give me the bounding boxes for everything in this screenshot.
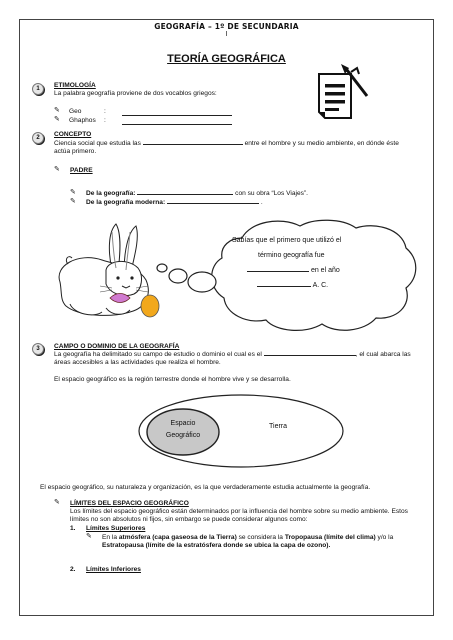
padre-item-1-blank (137, 194, 233, 195)
etimologia-text: La palabra geografía proviene de dos vocablos griegos: (54, 90, 217, 97)
pencil-bullet-icon: ✎ (54, 116, 60, 123)
thought-bubble (150, 218, 420, 336)
section-heading-concepto: CONCEPTO (54, 131, 92, 138)
section-number-3: 3 (32, 343, 44, 355)
limits-heading: LÍMITES DEL ESPACIO GEOGRÁFICO (70, 500, 189, 507)
superiores-line2: Estratopausa (límite de la estratósfera donde se ubica la capa de ozono). (102, 542, 331, 549)
campo-text-b: , el cual abarca las (355, 351, 411, 358)
diagram-inner-label-2: Geográfico (165, 432, 201, 439)
ghaphos-colon: : (104, 117, 106, 124)
superiores-text-a: En la (102, 534, 118, 541)
concepto-text-b: entre el hombre y su medio ambiente, en dónde éste (244, 140, 399, 147)
campo-text-line4: El espacio geográfico, su naturaleza y organización, es la que verdaderamente estudia actualmente la geografía. (40, 484, 371, 491)
campo-text-line2: áreas accesibles a las actividades que realiza el hombre. (54, 359, 221, 366)
section-number-1: 1 (32, 83, 44, 95)
document-pen-icon (311, 62, 371, 124)
page-title: TEORÍA GEOGRÁFICA (167, 53, 286, 65)
pencil-bullet-icon: ✎ (70, 198, 76, 205)
limits-text-line2: límites no son absolutos ni fijos, sin embargo se puede considerar algunos como: (70, 516, 308, 523)
pencil-bullet-icon: ✎ (54, 107, 60, 114)
campo-text-line1 (54, 351, 411, 359)
bubble-line-3-text: en el año (310, 267, 340, 274)
geo-blank (122, 115, 232, 116)
limits-number-1: 1. (70, 525, 76, 532)
limits-superiores: Límites Superiores (86, 525, 146, 532)
course-header: GEOGRAFÍA – 1º DE SECUNDARIA (154, 22, 299, 31)
padre-item-2-label: De la geografía moderna: (86, 199, 166, 206)
concepto-blank (143, 144, 243, 145)
superiores-text-d: Tropopausa (límite del clima) (284, 534, 376, 541)
bubble-line-4 (257, 282, 328, 289)
bubble-blank-1 (247, 271, 309, 272)
pencil-bullet-icon: ✎ (54, 166, 60, 173)
section-number-2: 2 (32, 132, 44, 144)
ghaphos-blank (122, 124, 232, 125)
concepto-text-a: Ciencia social que estudia las (54, 140, 141, 147)
ghaphos-label: Ghaphos (69, 117, 96, 124)
concepto-text-line1 (54, 140, 426, 148)
diagram-inner-label (153, 418, 213, 442)
campo-blank (264, 355, 356, 356)
padre-item-2-rest: . (260, 199, 263, 206)
concepto-text-line2: actúa primero. (54, 148, 97, 155)
bubble-line-2: término geografía fue (258, 252, 325, 259)
limits-text-line1: Los límites del espacio geográfico están determinados por la influencia del hombre sobre su medio ambiente. Estos (70, 508, 408, 515)
geo-label: Geo (69, 108, 82, 115)
superiores-line1 (102, 534, 426, 542)
limits-number-2: 2. (70, 566, 76, 573)
padre-item-2-blank (167, 203, 259, 204)
padre-item-1-rest: con su obra “Los Viajes”. (235, 190, 308, 197)
bubble-line-1: Sabías que el primero que utilizó el (232, 237, 342, 244)
superiores-text-b: atmósfera (capa gaseosa de la Tierra) (118, 534, 237, 541)
header-mark: I (225, 31, 228, 38)
bubble-line-3 (247, 267, 340, 274)
padre-item-2 (86, 199, 263, 207)
pencil-bullet-icon: ✎ (86, 533, 92, 540)
geo-colon: : (104, 108, 106, 115)
bubble-line-4-text: A. C. (312, 282, 329, 289)
superiores-text-e: y/o la (377, 534, 394, 541)
campo-text-a: La geografía ha delimitado su campo de estudio o dominio el cual es el (54, 351, 262, 358)
padre-item-1 (86, 190, 308, 198)
diagram-outer-label: Tierra (269, 423, 288, 430)
padre-heading: PADRE (70, 167, 93, 174)
pencil-bullet-icon: ✎ (54, 499, 60, 506)
bubble-blank-2 (257, 286, 311, 287)
section-heading-campo: CAMPO O DOMINIO DE LA GEOGRAFÍA (54, 343, 180, 350)
diagram-inner-label-1: Espacio (170, 420, 196, 427)
superiores-text-c: se considera la (238, 534, 283, 541)
pencil-bullet-icon: ✎ (70, 189, 76, 196)
limits-inferiores: Límites Inferiores (86, 566, 141, 573)
padre-item-1-label: De la geografía: (86, 190, 136, 197)
section-heading-etimologia: ETIMOLOGÍA (54, 82, 96, 89)
campo-text-line3: El espacio geográfico es la región terrestre donde el hombre vive y se desarrolla. (54, 376, 291, 383)
